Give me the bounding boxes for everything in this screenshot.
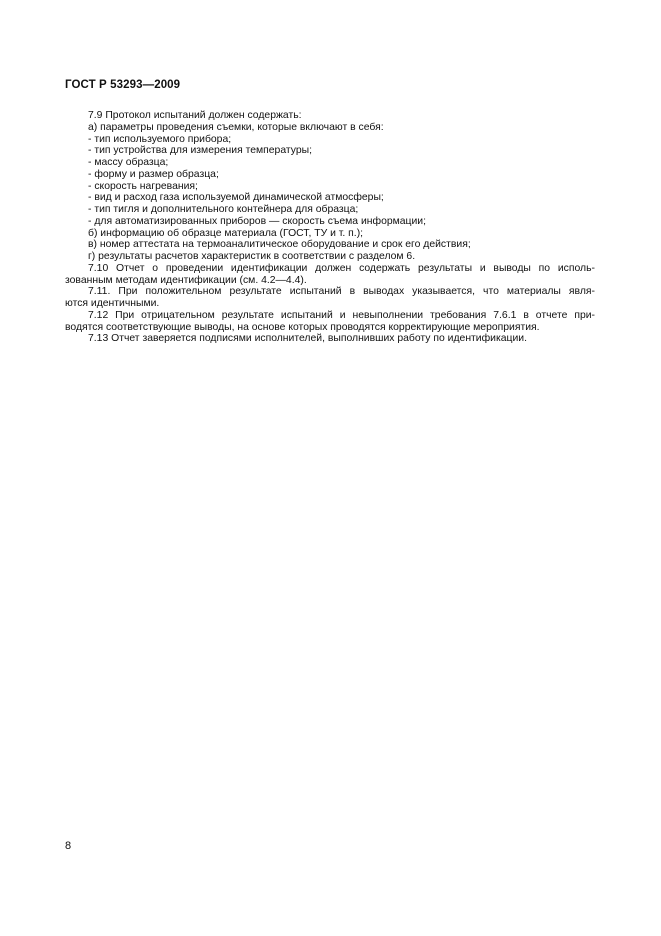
list-subitem: - тип используемого прибора; <box>88 133 232 145</box>
list-item-a: а) параметры проведения съемки, которые включают в себя: <box>88 121 384 133</box>
clause-7-11 <box>65 286 595 310</box>
list-item-c: в) номер аттестата на термоаналитическое оборудование и срок его действия; <box>88 239 471 251</box>
page-number: 8 <box>65 840 72 852</box>
list-subitem: - для автоматизированных приборов — скорость съема информации; <box>88 215 426 227</box>
document-body <box>65 110 595 345</box>
list-subitem: - массу образца; <box>88 157 169 168</box>
clause-7-9: 7.9 Протокол испытаний должен содержать: <box>88 110 302 121</box>
list-subitem: - тип тигля и дополнительного контейнера для образца; <box>88 204 359 215</box>
clause-line: 7.11. При положительном результате испытаний в выводах указывается, что материалы явля- <box>88 286 595 298</box>
clause-line: 7.10 Отчет о проведении идентификации должен содержать результаты и выводы по исполь- <box>88 262 595 274</box>
list-subitem: - тип устройства для измерения температуры; <box>88 145 312 157</box>
clause-line: водятся соответствующие выводы, на основе которых проводятся корректирующие мероприятия. <box>65 321 540 333</box>
clause-7-13: 7.13 Отчет заверяется подписями исполнителей, выполнивших работу по идентификации. <box>88 333 527 345</box>
clause-7-12 <box>65 310 595 334</box>
clause-line: ются идентичными. <box>65 298 160 309</box>
clause-line: зованным методам идентификации (см. 4.2—4.4). <box>65 274 307 286</box>
clause-line: 7.12 При отрицательном результате испытаний и невыполнении требования 7.6.1 в отчете при- <box>88 309 595 321</box>
clause-7-10 <box>65 263 595 287</box>
list-subitem: - вид и расход газа используемой динамической атмосферы; <box>88 192 384 204</box>
list-subitem: - форму и размер образца; <box>88 168 219 180</box>
document-header: ГОСТ Р 53293—2009 <box>65 79 181 91</box>
list-subitem: - скорость нагревания; <box>88 180 198 192</box>
list-item-d: г) результаты расчетов характеристик в соответствии с разделом 6. <box>88 251 416 262</box>
list-item-b: б) информацию об образце материала (ГОСТ, ТУ и т. п.); <box>88 227 364 239</box>
